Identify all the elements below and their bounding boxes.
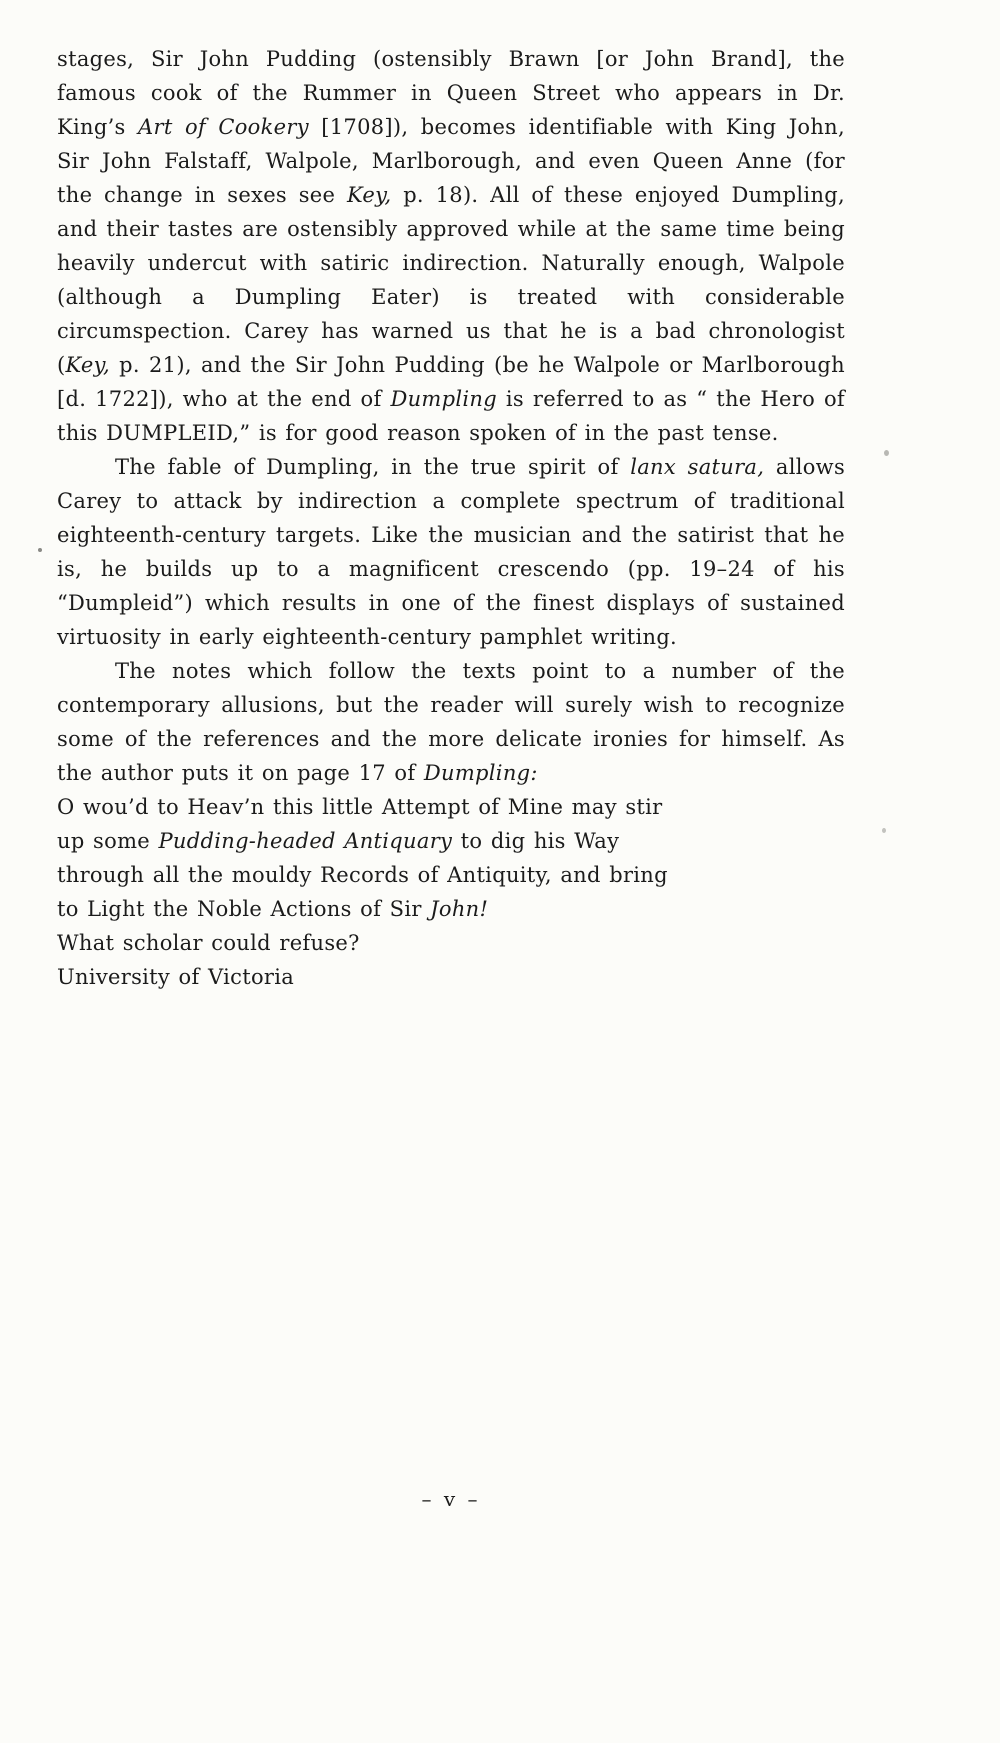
paragraph-1 [57, 42, 845, 450]
block-quote [57, 790, 685, 926]
text-segment: p. 18). All of these enjoyed Dumpling, and their tastes are ostensibly approved while at the same time being heavily undercut with satiric indirection. Naturally enough, Walpole (although a Dumpling Eater) is treated with considerable circumspection. Carey has warned us that he is a bad chronologist ( [57, 183, 845, 377]
text-segment-italic: John! [430, 897, 489, 921]
text-segment: allows Carey to attack by indirection a complete spectrum of traditional eighteenth-century targets. Like the musician and the satirist that he is, he builds up to a magnificent crescendo (pp. 19–24 of his “Dumpleid”) which results in one of the finest displays of sustained virtuosity in early eighteenth-century pamphlet writing. [57, 455, 846, 649]
affiliation-line: University of Victoria [57, 965, 295, 989]
page-number: – v – [421, 1487, 481, 1511]
text-segment-italic: Key, [346, 183, 392, 207]
text-segment: The fable of Dumpling, in the true spirit of [115, 455, 631, 479]
text-segment-italic: Art of Cookery [138, 115, 309, 139]
paragraph-2 [57, 450, 845, 654]
scan-speck [38, 548, 42, 552]
text-segment-italic: lanx satura, [630, 455, 765, 479]
text-segment: stages, Sir John Pudding (ostensibly Brawn [or John Brand], the famous cook of the Rummer in Queen Street who appears in Dr. King’s [57, 47, 845, 139]
text-segment: p. 21), and the Sir John Pudding (be he Walpole or Marlborough [d. 1722]), who at the end of [57, 353, 845, 411]
text-segment: [1708]), becomes identifiable with King John, Sir John Falstaff, Walpole, Marlborough, and even Queen Anne (for the change in sexes see [57, 115, 845, 207]
text-segment: to dig his Way through all the mouldy Records of Antiquity, and bring to Light the Noble Actions of Sir [57, 829, 668, 921]
scan-speck [884, 450, 889, 456]
text-segment-italic: Pudding-headed Antiquary [158, 829, 453, 853]
text-segment-italic: Dumpling [390, 387, 497, 411]
text-segment: O wou’d to Heav’n this little Attempt of Mine may stir up some [57, 795, 663, 853]
closing-line: What scholar could refuse? [57, 931, 360, 955]
text-segment-italic: Dumpling: [423, 761, 538, 785]
scan-speck [882, 828, 886, 833]
paragraph-3 [57, 654, 845, 790]
text-block [57, 42, 845, 994]
text-segment-italic: Key, [65, 353, 111, 377]
text-segment: is referred to as “ the Hero of this DUMPLEID,” is for good reason spoken of in the past tense. [57, 387, 845, 445]
text-segment: The notes which follow the texts point to a number of the contemporary allusions, but the reader will surely wish to recognize some of the references and the more delicate ironies for himself. As the author puts it on page 17 of [57, 659, 845, 785]
